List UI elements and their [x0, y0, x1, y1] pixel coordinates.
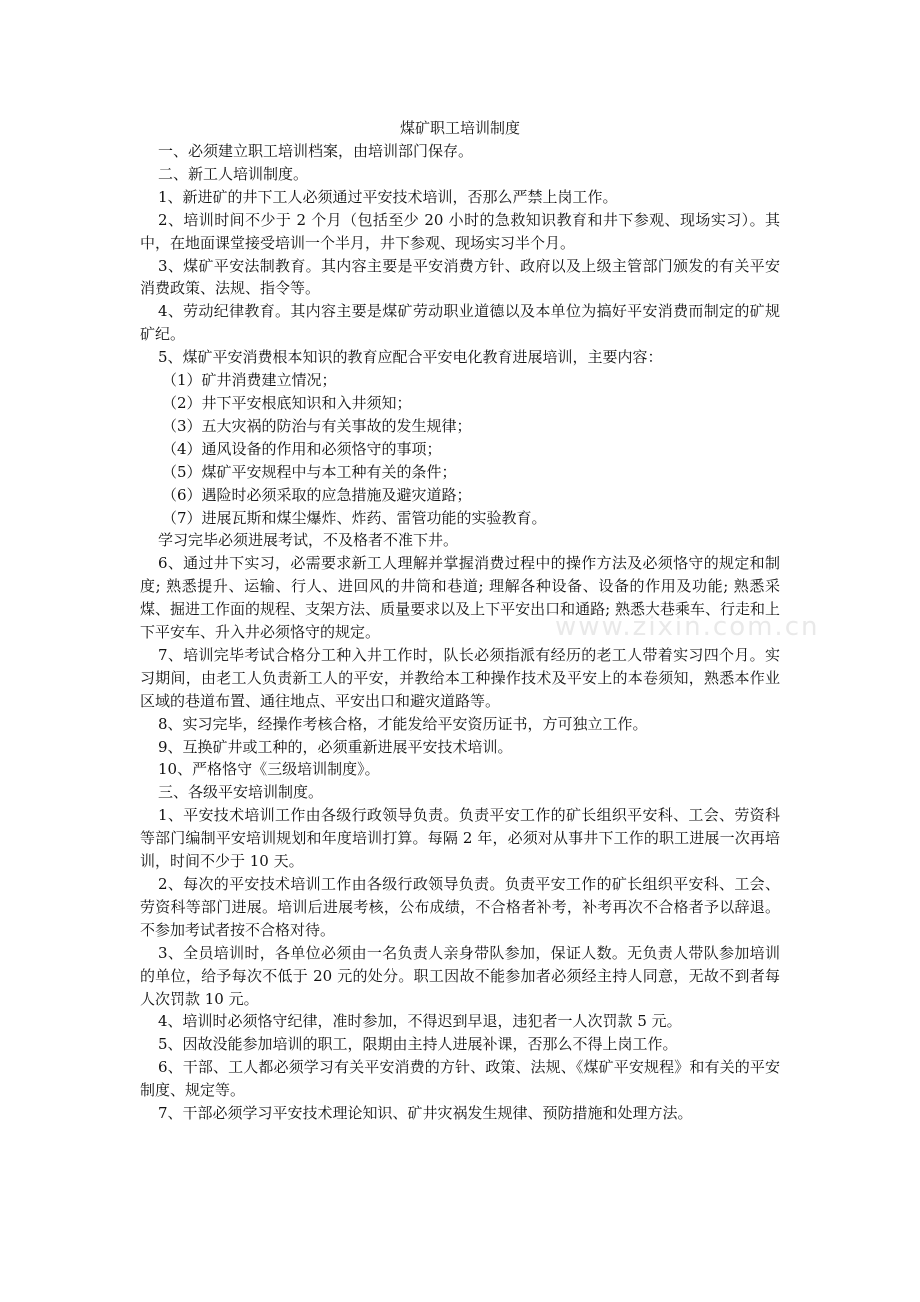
paragraph: 9、互换矿井或工种的，必须重新进展平安技术培训。	[158, 737, 513, 756]
paragraph: 一、必须建立职工培训档案，由培训部门保存。	[158, 142, 474, 160]
paragraph: 5、因故没能参加培训的职工，限期由主持人进展补课，否那么不得上岗工作。	[158, 1035, 678, 1054]
paragraph: 2、培训时间不少于 2 个月（包括至少 20 小时的急救知识教育和井下参观、现场实习）。其中，在地面课堂接受培训一个半月，井下参观、现场实习半个月。	[140, 210, 781, 252]
paragraph: 3、全员培训时，各单位必须由一名负责人亲身带队参加，保证人数。无负责人带队参加培训的单位，给予每次不低于 20 元的处分。职工因故不能参加者必须经主持人同意，无故不到者每人次罚款 10 元。	[140, 943, 780, 1008]
paragraph: 4、培训时必须恪守纪律，准时参加，不得迟到早退，违犯者一人次罚款 5 元。	[158, 1012, 682, 1031]
list-item: （6）遇险时必须采取的应急措施及避灾道路；	[162, 485, 472, 504]
paragraph: 10、严格恪守《三级培训制度》。	[158, 760, 380, 779]
paragraph: 8、实习完毕，经操作考核合格，才能发给平安资历证书，方可独立工作。	[158, 714, 648, 733]
list-item: （2）井下平安根底知识和入井须知；	[162, 393, 412, 412]
paragraph: 7、培训完毕考试合格分工种入井工作时，队长必须指派有经历的老工人带着实习四个月。实习期间，由老工人负责新工人的平安，并教给本工种操作技术及平安上的本卷须知，熟悉本作业区域的巷道布置、通往地点、平安出口和避灾道路等。	[140, 645, 780, 710]
list-item: （1）矿井消费建立情况；	[162, 371, 337, 390]
paragraph: 3、煤矿平安法制教育。其内容主要是平安消费方针、政府以及上级主管部门颁发的有关平安消费政策、法规、指令等。	[140, 256, 780, 298]
paragraph: 6、干部、工人都必须学习有关平安消费的方针、政策、法规、《煤矿平安规程》和有关的平安制度、规定等。	[140, 1058, 780, 1100]
paragraph: 7、干部必须学习平安技术理论知识、矿井灾祸发生规律、预防措施和处理方法。	[158, 1104, 693, 1123]
list-item: （7）进展瓦斯和煤尘爆炸、炸药、雷管功能的实验教育。	[162, 508, 547, 527]
paragraph: 1、平安技术培训工作由各级行政领导负责。负责平安工作的矿长组织平安科、工会、劳资科等部门编制平安培训规划和年度培训打算。每隔 2 年，必须对从事井下工作的职工进展一次再培训，时间不少于 10 天。	[140, 806, 780, 871]
section-heading: 二、新工人培训制度。	[158, 164, 309, 183]
list-item: （4）通风设备的作用和必须恪守的事项；	[162, 439, 442, 458]
paragraph: 5、煤矿平安消费根本知识的教育应配合平安电化教育进展培训，主要内容：	[158, 348, 663, 367]
document-body	[140, 140, 780, 1125]
document-title: 煤矿职工培训制度	[399, 119, 520, 137]
watermark: www.zixin.com.cn	[555, 612, 820, 642]
paragraph: 学习完毕必须进展考试，不及格者不准下井。	[158, 531, 459, 550]
paragraph: 2、每次的平安技术培训工作由各级行政领导负责。负责平安工作的矿长组织平安科、工会、劳资科等部门进展。培训后进展考核，公布成绩，不合格者补考，补考再次不合格者予以辞退。不参加考试者按不合格对待。	[140, 875, 780, 939]
paragraph: 6、通过井下实习，必需要求新工人理解并掌握消费过程中的操作方法及必须恪守的规定和制度; 熟悉提升、运输、行人、进回风的井筒和巷道; 理解各种设备、设备的作用及功能; 熟悉采煤、掘进工作面的规程、支架方法、质量要求以及上下平安出口和通路; 熟悉大巷乘车、行走和上下平安车、升入井必须恪守的规定。	[140, 554, 780, 642]
list-item: （3）五大灾祸的防治与有关事故的发生规律；	[162, 416, 472, 435]
paragraph: 1、新进矿的井下工人必须通过平安技术培训，否那么严禁上岗工作。	[158, 187, 618, 206]
list-item: （5）煤矿平安规程中与本工种有关的条件；	[162, 462, 457, 481]
section-heading: 三、各级平安培训制度。	[158, 783, 324, 802]
paragraph: 4、劳动纪律教育。其内容主要是煤矿劳动职业道德以及本单位为搞好平安消费而制定的矿规矿纪。	[140, 302, 780, 344]
